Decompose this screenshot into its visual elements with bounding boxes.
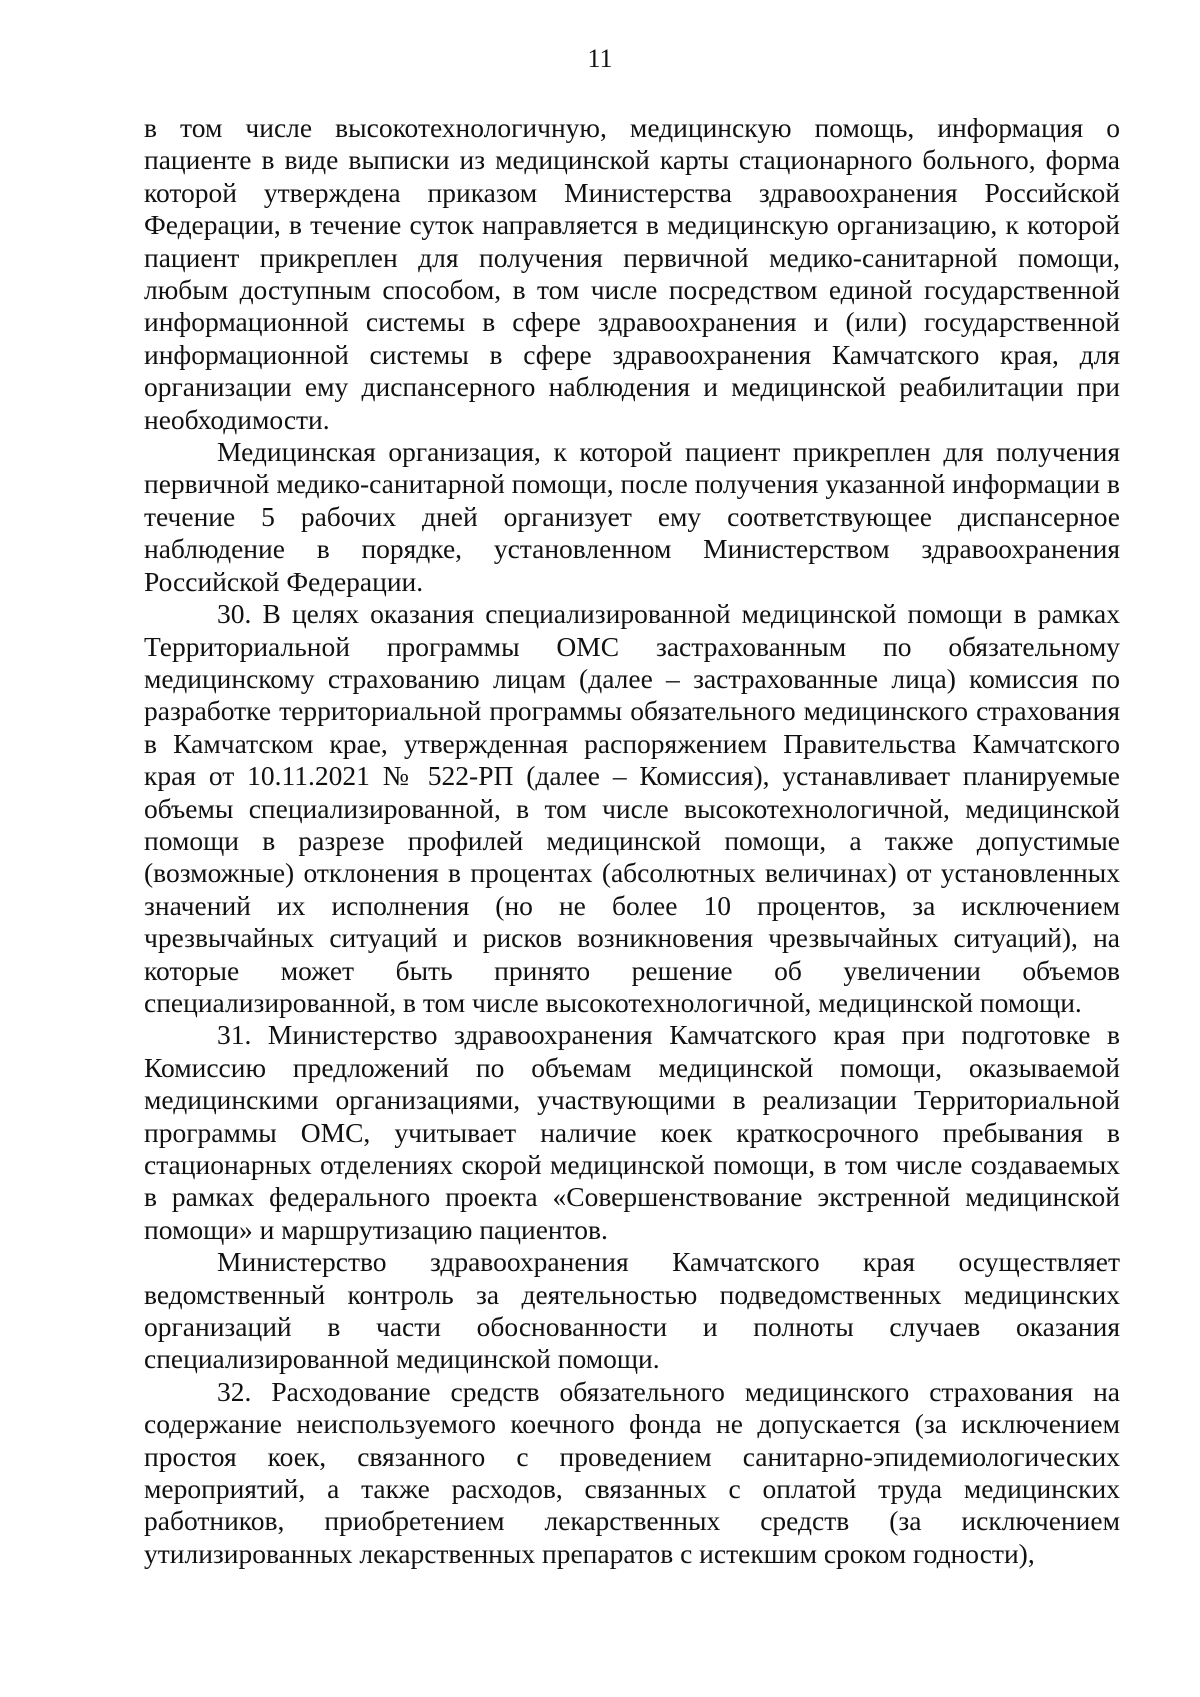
paragraph-follow-up-observation: Медицинская организация, к которой пациент прикреплен для получения первичной медико-санитарной помощи, после получения указанной информации в течение 5 рабочих дней организует ему соответствующее диспансерное наблюдение в порядке, установленном Министерством здравоохранения Российской Федерации. [144, 436, 1120, 597]
paragraph-ministry-control: Министерство здравоохранения Камчатского края осуществляет ведомственный контроль за деятельностью подведомственных медицинских организаций в части обоснованности и полноты случаев оказания специализированной медицинской помощи. [144, 1246, 1120, 1375]
paragraph-continuation: в том числе высокотехнологичную, медицинскую помощь, информация о пациенте в виде выписки из медицинской карты стационарного больного, форма которой утверждена приказом Министерства здравоохранения Российской Федерации, в течение суток направляется в медицинскую организацию, к которой пациент прикреплен для получения первичной медико-санитарной помощи, любым доступным способом, в том числе посредством единой государственной информационной системы в сфере здравоохранения и (или) государственной информационной системы в сфере здравоохранения Камчатского края, для организации ему диспансерного наблюдения и медицинской реабилитации при необходимости. [144, 112, 1120, 435]
paragraph-item-31: 31. Министерство здравоохранения Камчатского края при подготовке в Комиссию предложений по объемам медицинской помощи, оказываемой медицинскими организациями, участвующими в реализации Территориальной программы ОМС, учитывает наличие коек краткосрочного пребывания в стационарных отделениях скорой медицинской помощи, в том числе создаваемых в рамках федерального проекта «Совершенствование экстренной медицинской помощи» и маршрутизацию пациентов. [144, 1019, 1120, 1245]
document-body [144, 112, 1120, 1570]
paragraph-item-30: 30. В целях оказания специализированной медицинской помощи в рамках Территориальной программы ОМС застрахованным по обязательному медицинскому страхованию лицам (далее – застрахованные лица) комиссия по разработке территориальной программы обязательного медицинского страхования в Камчатском крае, утвержденная распоряжением Правительства Камчатского края от 10.11.2021 № 522-РП (далее – Комиссия), устанавливает планируемые объемы специализированной, в том числе высокотехнологичной, медицинской помощи в разрезе профилей медицинской помощи, а также допустимые (возможные) отклонения в процентах (абсолютных величинах) от установленных значений их исполнения (но не более 10 процентов, за исключением чрезвычайных ситуаций и рисков возникновения чрезвычайных ситуаций), на которые может быть принято решение об увеличении объемов специализированной, в том числе высокотехнологичной, медицинской помощи. [144, 598, 1120, 1018]
page-number: 11 [587, 44, 613, 73]
paragraph-item-32: 32. Расходование средств обязательного медицинского страхования на содержание неиспользуемого коечного фонда не допускается (за исключением простоя коек, связанного с проведением санитарно-эпидемиологических мероприятий, а также расходов, связанных с оплатой труда медицинских работников, приобретением лекарственных средств (за исключением утилизированных лекарственных препаратов с истекшим сроком годности), [144, 1375, 1120, 1569]
